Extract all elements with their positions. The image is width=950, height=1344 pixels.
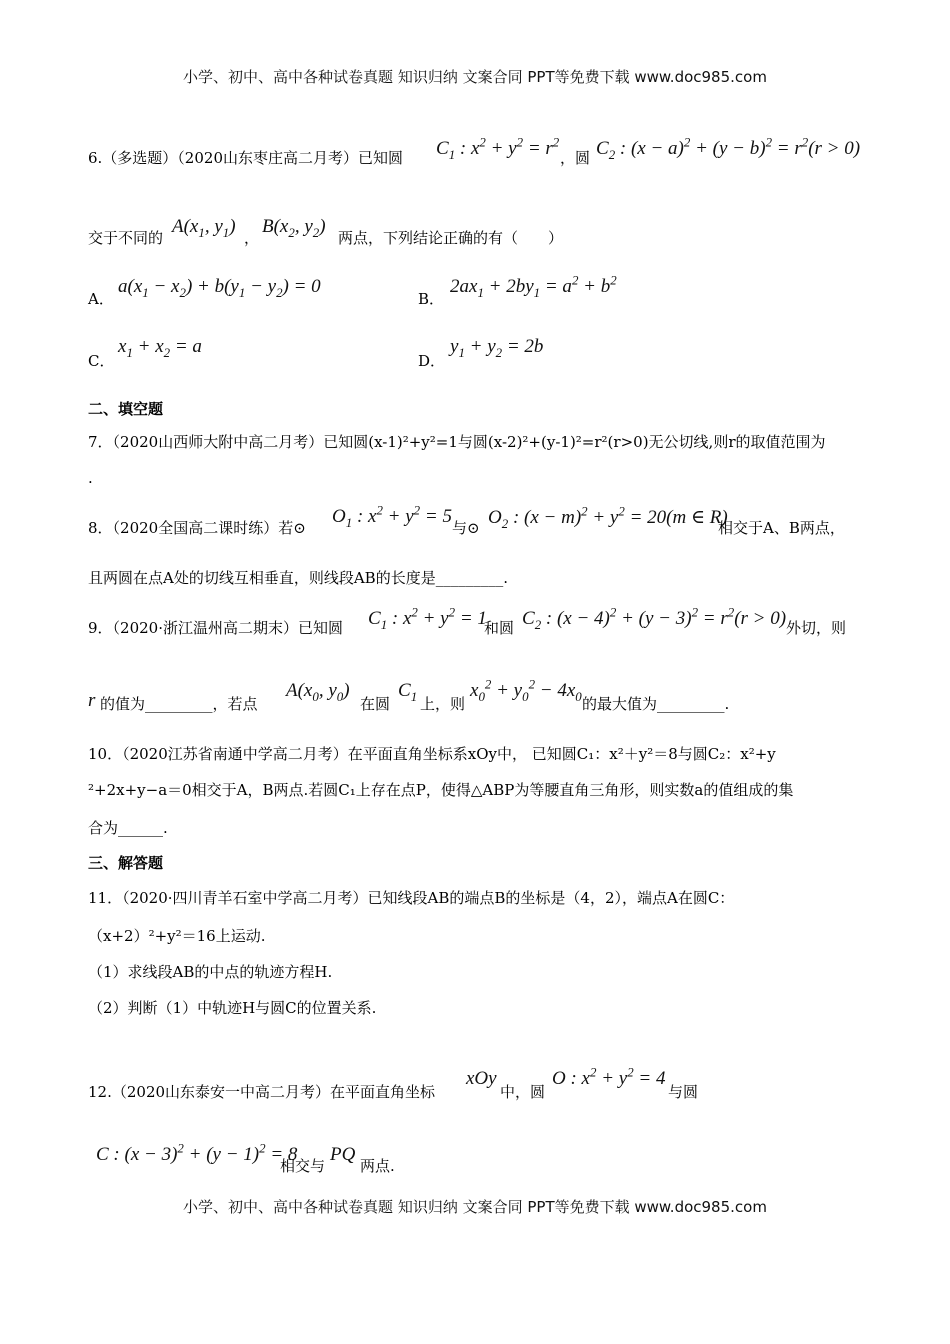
page-header: 小学、初中、高中各种试卷真题 知识归纳 文案合同 PPT等免费下载 www.doc985.com [183, 68, 767, 86]
q6-option-d-formula: $y_1 + y_2 = 2b$ [450, 336, 544, 360]
q12-formula-c: C : $(x - 3)^2 + (y - 1)^2 = 8$ [96, 1140, 298, 1165]
q12-text-d: 相交与 [280, 1157, 326, 1175]
q6-point-b: $B(x_2$, $y_2$) [262, 216, 326, 240]
q10-line3: 合为______. [88, 819, 168, 837]
q7-line1: 7．（2020山西师大附中高二月考）已知圆(x-1)²+y²=1与圆(x-2)²+(y-1)²=r²(r>0)无公切线,则r的取值范围为 [88, 433, 826, 451]
q6-stem-text2a: 交于不同的 [88, 229, 164, 247]
q11-line2: （x+2）²+y²＝16上运动. [88, 927, 266, 945]
q8-formula-o1: $O_1$ : $x^2 + y^2 = 5$ [332, 502, 452, 530]
q12-text-a: 12.（2020山东泰安一中高二月考）在平面直角坐标 [88, 1083, 436, 1101]
q12-text-e: 两点. [360, 1157, 395, 1175]
q6-comma: ， [244, 229, 260, 247]
q10-line2: ²+2x+y−a＝0相交于A，B两点.若圆C₁上存在点P，使得△ABP为等腰直角三角形，则实数a的值组成的集 [88, 781, 794, 799]
q8-line2: 且两圆在点A处的切线互相垂直，则线段AB的长度是_________. [88, 569, 508, 587]
q6-option-a-label: A． [88, 290, 114, 308]
q11-line4: （2）判断（1）中轨迹H与圆C的位置关系. [88, 999, 377, 1017]
q9-text-a: 9．（2020·浙江温州高二期末）已知圆 [88, 619, 343, 637]
q10-line1: 10．（2020江苏省南通中学高二月考）在平面直角坐标系xOy中， 已知圆C₁：x²＋y²＝8与圆C₂：x²+y [88, 745, 776, 763]
q9-formula-c1b: $C_1$ [398, 680, 418, 704]
section-3-title: 三、解答题 [88, 854, 164, 872]
q6-option-c-formula: $x_1 + x_2 = a$ [118, 336, 202, 360]
q9-point-a: $A(x_0$, $y_0$) [286, 680, 350, 704]
q6-point-a: $A(x_1$, $y_1$) [172, 216, 236, 240]
page-footer: 小学、初中、高中各种试卷真题 知识归纳 文案合同 PPT等免费下载 www.doc985.com [183, 1198, 767, 1216]
q12-var-xoy: xOy [466, 1068, 497, 1089]
q12-text-c: 与圆 [668, 1083, 699, 1101]
q9-formula-expr: $x_0^2 + y_0^2 - 4x_0$ [470, 676, 582, 704]
q7-line2: . [88, 469, 93, 487]
q12-var-pq: PQ [330, 1144, 356, 1165]
q6-option-b-label: B． [418, 290, 445, 308]
q12-formula-o: O : $x^2 + y^2 = 4$ [552, 1064, 666, 1089]
q12-text-b: 中，圆 [500, 1083, 546, 1101]
q6-option-c-label: C． [88, 352, 115, 370]
q9-text-b: 和圆 [484, 619, 515, 637]
q8-formula-o2: $O_2$ : $(x - m)^2 + y^2 = 20(m$ ∈ R) [488, 503, 728, 531]
q9-text-f: 上，则 [420, 695, 466, 713]
q6-sep: ，圆 [560, 149, 591, 167]
q8-text-c: 相交于A、B两点， [718, 519, 845, 537]
q6-formula-c2: $C_2$ : $(x - a)^2 + (y - b)^2 = r^2(r > 0)$ [596, 134, 861, 162]
q6-stem-text: 6.（多选题）（2020山东枣庄高二月考）已知圆 [88, 149, 403, 167]
q6-option-a-formula: $a(x_1 - x_2) + b(y_1 - y_2) = 0$ [118, 276, 321, 300]
q9-formula-c2: $C_2$ : $(x - 4)^2 + (y - 3)^2 = r^2(r > 0)$ [522, 604, 787, 632]
q9-text-c: 外切，则 [786, 619, 847, 637]
section-2-title: 二、填空题 [88, 400, 164, 418]
q6-formula-c1: $C_1$ : $x^2 + y^2 = r^2$ [436, 134, 560, 162]
q9-var-r: r [88, 690, 96, 711]
q9-text-g: 的最大值为_________. [582, 695, 730, 713]
q8-text-b: 与⊙ [452, 519, 480, 537]
q8-text-a: 8．（2020全国高二课时练）若⊙ [88, 519, 306, 537]
q6-option-d-label: D． [418, 352, 446, 370]
q9-formula-c1: $C_1$ : $x^2 + y^2 = 1$ [368, 604, 487, 632]
q11-line3: （1）求线段AB的中点的轨迹方程H. [88, 963, 333, 981]
q11-line1: 11．（2020·四川青羊石室中学高二月考）已知线段AB的端点B的坐标是（4，2），端点A在圆C： [88, 889, 735, 907]
q6-stem-text2b: 两点，下列结论正确的有（ ） [338, 229, 564, 247]
q6-option-b-formula: $2ax_1 + 2by_1 = a^2 + b^2$ [450, 272, 617, 300]
q6-stem-line1 [88, 148, 403, 168]
q9-text-d: 的值为_________，若点 [100, 695, 258, 713]
q9-text-e: 在圆 [360, 695, 391, 713]
